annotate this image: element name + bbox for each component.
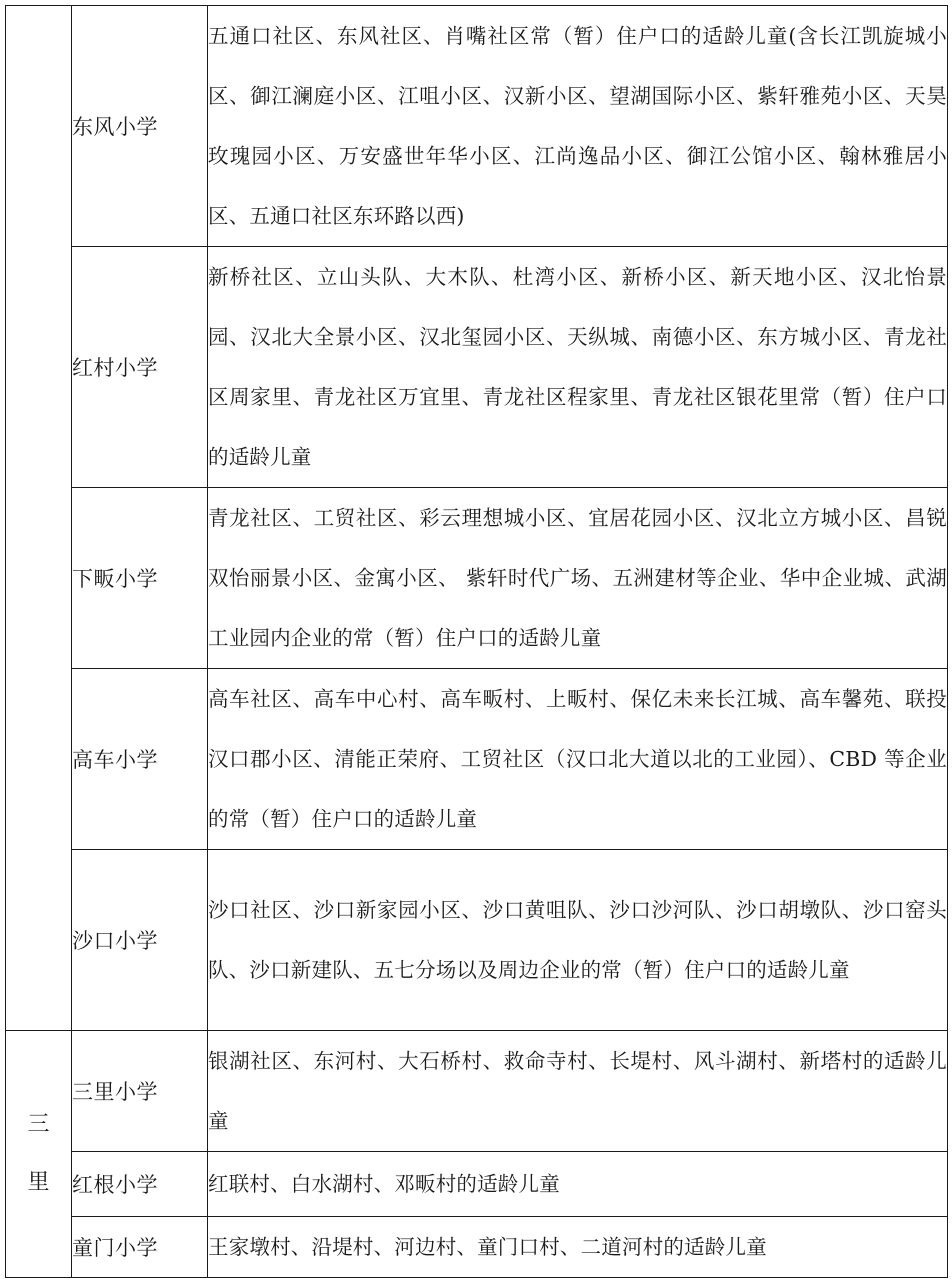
table-row	[6, 1152, 948, 1217]
table-row	[6, 247, 948, 488]
school-name-cell: 东风小学	[72, 6, 208, 247]
enrollment-area-cell: 王家墩村、沿堤村、河边村、童门口村、二道河村的适龄儿童	[208, 1217, 948, 1278]
school-name-cell: 童门小学	[72, 1217, 208, 1278]
table-row	[6, 669, 948, 850]
table-row	[6, 1217, 948, 1278]
enrollment-area-cell: 沙口社区、沙口新家园小区、沙口黄咀队、沙口沙河队、沙口胡墩队、沙口窑头队、沙口新建队、五七分场以及周边企业的常（暂）住户口的适龄儿童	[208, 850, 948, 1031]
school-name-cell: 高车小学	[72, 669, 208, 850]
enrollment-area-cell: 红联村、白水湖村、邓畈村的适龄儿童	[208, 1152, 948, 1217]
table-row	[6, 1031, 948, 1152]
enrollment-area-cell: 高车社区、高车中心村、高车畈村、上畈村、保亿未来长江城、高车馨苑、联投汉口郡小区、清能正荣府、工贸社区（汉口北大道以北的工业园）、CBD 等企业的常（暂）住户口的适龄儿童	[208, 669, 948, 850]
enrollment-area-cell: 青龙社区、工贸社区、彩云理想城小区、宜居花园小区、汉北立方城小区、昌锐双怡丽景小区、金寓小区、 紫轩时代广场、五洲建材等企业、华中企业城、武湖工业园内企业的常（暂）住户口的适龄儿童	[208, 488, 948, 669]
school-name-cell: 红根小学	[72, 1152, 208, 1217]
table-row	[6, 6, 948, 247]
enrollment-area-cell: 银湖社区、东河村、大石桥村、救命寺村、长堤村、风斗湖村、新塔村的适龄儿童	[208, 1031, 948, 1152]
enrollment-area-cell: 五通口社区、东风社区、肖嘴社区常（暂）住户口的适龄儿童(含长江凯旋城小区、御江澜庭小区、江咀小区、汉新小区、望湖国际小区、紫轩雅苑小区、天昊玫瑰园小区、万安盛世年华小区、江尚逸品小区、御江公馆小区、翰林雅居小区、五通口社区东环路以西)	[208, 6, 948, 247]
school-name-cell: 三里小学	[72, 1031, 208, 1152]
school-name-cell: 沙口小学	[72, 850, 208, 1031]
school-name-cell: 红村小学	[72, 247, 208, 488]
school-name-cell: 下畈小学	[72, 488, 208, 669]
table-row	[6, 488, 948, 669]
school-zone-table	[5, 5, 948, 1278]
town-name: 三里	[27, 1112, 50, 1195]
enrollment-area-cell: 新桥社区、立山头队、大木队、杜湾小区、新桥小区、新天地小区、汉北怡景园、汉北大全景小区、汉北玺园小区、天纵城、南德小区、东方城小区、青龙社区周家里、青龙社区万宜里、青龙社区程家里、青龙社区银花里常（暂）住户口的适龄儿童	[208, 247, 948, 488]
town-cell	[6, 1031, 72, 1278]
table-row	[6, 850, 948, 1031]
town-cell-blank	[6, 6, 72, 1031]
